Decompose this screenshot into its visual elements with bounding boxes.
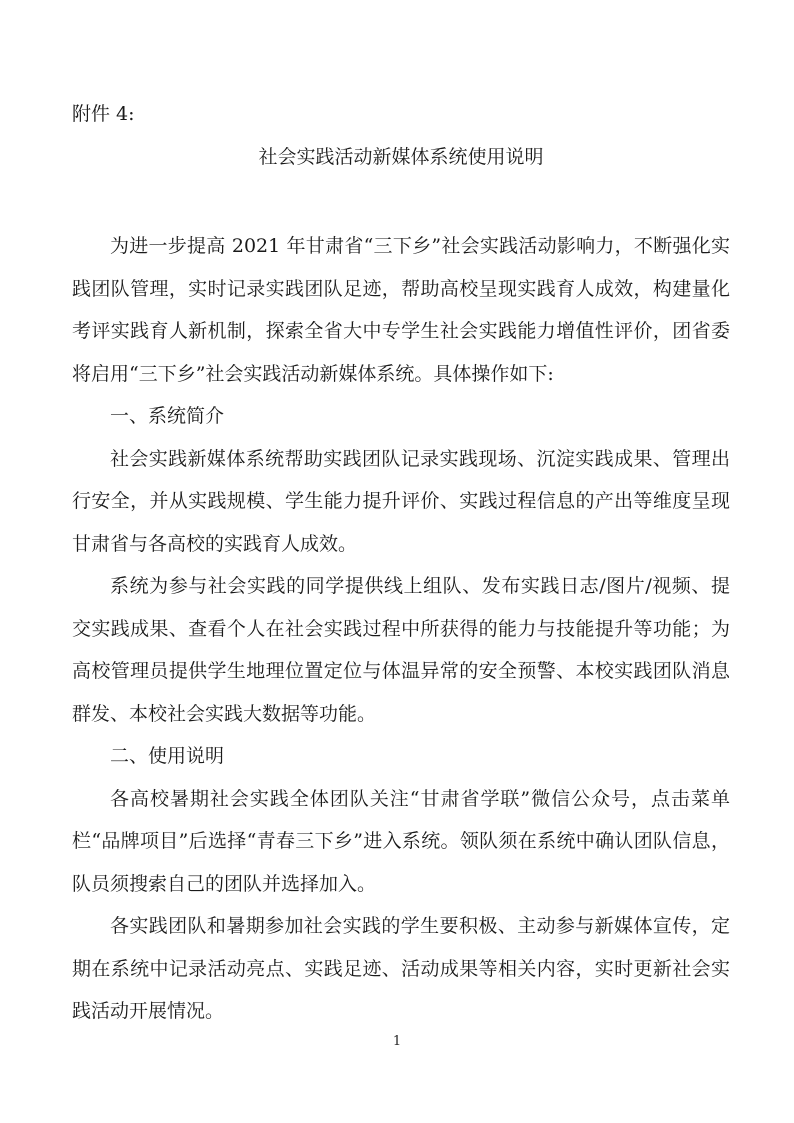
section-heading-2: 二、使用说明	[110, 745, 225, 767]
paragraph-usage-update: 各实践团队和暑期参加社会实践的学生要积极、主动参与新媒体宣传，定期在系统中记录活动亮点、实践足迹、活动成果等相关内容，实时更新社会实践活动开展情况。	[72, 915, 730, 1022]
paragraph-usage-join: 各高校暑期社会实践全体团队关注“甘肃省学联”微信公众号，点击菜单栏“品牌项目”后选择“青春三下乡”进入系统。领队须在系统中确认团队信息，队员须搜索自己的团队并选择加入。	[72, 787, 730, 895]
document-title: 社会实践活动新媒体系统使用说明	[258, 145, 544, 168]
paragraph-system-overview: 社会实践新媒体系统帮助实践团队记录实践现场、沉淀实践成果、管理出行安全，并从实践规模、学生能力提升评价、实践过程信息的产出等维度呈现甘肃省与各高校的实践育人成效。	[72, 447, 730, 555]
page-number: 1	[392, 1034, 402, 1049]
paragraph-intro: 为进一步提高 2021 年甘肃省“三下乡”社会实践活动影响力，不断强化实践团队管理，实时记录实践团队足迹，帮助高校呈现实践育人成效，构建量化考评实践育人新机制，探索全省大中专学生社会实践能力增值性评价，团省委将启用“三下乡”社会实践活动新媒体系统。具体操作如下:	[72, 235, 730, 385]
document-content	[72, 93, 730, 1033]
paragraph-system-functions: 系统为参与社会实践的同学提供线上组队、发布实践日志/图片/视频、提交实践成果、查看个人在社会实践过程中所获得的能力与技能提升等功能；为高校管理员提供学生地理位置定位与体温异常的安全预警、本校实践团队消息群发、本校社会实践大数据等功能。	[72, 575, 730, 725]
attachment-label: 附件 4:	[72, 103, 135, 125]
section-heading-1: 一、系统简介	[110, 405, 225, 427]
